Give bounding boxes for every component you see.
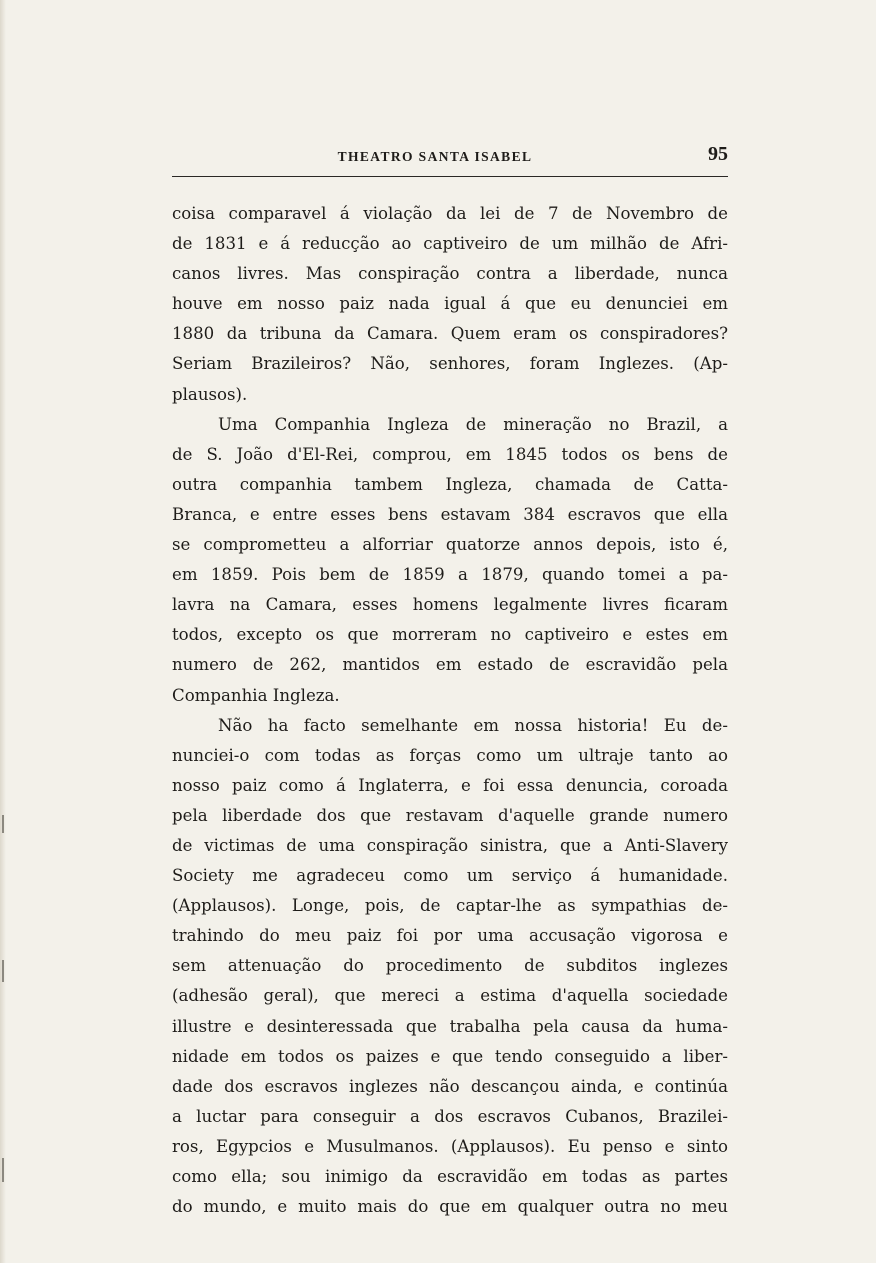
text-line: (Applausos). Longe, pois, de captar-lhe as sympathias de-	[172, 896, 728, 916]
text-line: illustre e desinteressada que trabalha pela causa da huma-	[172, 1016, 728, 1036]
text-line: se compromettеu a alforriar quatorze annos depois, isto é,	[172, 535, 728, 555]
page-edge	[0, 0, 6, 1263]
text-line: Uma Companhia Ingleza de mineração no Brazil, a	[218, 414, 728, 434]
text-line: 1880 da tribuna da Camara. Quem eram os conspiradores?	[172, 324, 728, 344]
header-rule	[172, 176, 728, 177]
text-line: dade dos escravos inglezes não descançou ainda, e continúa	[172, 1076, 728, 1096]
text-line: Companhia Ingleza.	[172, 685, 340, 705]
text-line: Branca, e entre esses bens estavam 384 escravos que ella	[172, 504, 728, 524]
text-line: ros, Egypcios e Musulmanos. (Applausos). Eu penso e sinto	[172, 1136, 728, 1156]
text-line: plausos).	[172, 384, 248, 404]
text-line: de S. João d'El-Rei, comprou, em 1845 todos os bens de	[172, 444, 728, 464]
text-line: (adhesão geral), que mereci a estima d'aquella sociedade	[172, 986, 728, 1006]
text-line: Society me agradeceu como um serviço á humanidade.	[172, 866, 728, 886]
text-line: lavra na Camara, esses homens legalmente livres ficaram	[172, 595, 728, 615]
text-line: todos, excepto os que morreram no captiveiro e estes em	[172, 625, 728, 645]
text-line: de 1831 e á reducção ao captiveiro de um milhão de Afri-	[172, 234, 728, 254]
text-line: pela liberdade dos que restavam d'aquelle grande numero	[172, 805, 728, 825]
text-line: nidade em todos os paizes e que tendo conseguido a liber-	[172, 1046, 728, 1066]
text-line: Não ha facto semelhante em nossa historia! Eu de-	[218, 715, 728, 735]
text-line: Seriam Brazileiros? Não, senhores, foram Inglezes. (Ap-	[172, 354, 728, 374]
text-line: nosso paiz como á Inglaterra, e foi essa denuncia, coroada	[172, 775, 728, 795]
text-line: trahindo do meu paiz foi por uma accusação vigorosa e	[172, 926, 728, 946]
text-line: canos livres. Mas conspiração contra a liberdade, nunca	[172, 264, 728, 284]
text-line: sem attenuação do procedimento de subditos inglezes	[172, 956, 728, 976]
margin-mark	[2, 1158, 4, 1182]
margin-mark	[2, 815, 4, 833]
text-line: houve em nosso paiz nada igual á que eu denunciei em	[172, 294, 728, 314]
paragraph	[172, 410, 728, 711]
text-line: outra companhia tambem Ingleza, chamada de Catta-	[172, 474, 728, 494]
text-line: coisa comparavel á violação da lei de 7 de Novembro de	[172, 204, 728, 223]
paragraph	[172, 199, 728, 410]
text-line: de victimas de uma conspiração sinistra, que a Anti-Slavery	[172, 835, 728, 855]
text-line: a luctar para conseguir a dos escravos Cubanos, Brazilei-	[172, 1106, 728, 1126]
margin-mark	[2, 960, 4, 982]
paragraph	[172, 711, 728, 1223]
text-line: como ella; sou inimigo da escravidão em todas as partes	[172, 1167, 728, 1186]
text-line: em 1859. Pois bem de 1859 a 1879, quando tomei a pa-	[172, 565, 728, 585]
body-text	[172, 199, 728, 1222]
text-line: nunciei-o com todas as forças como um ultraje tanto ao	[172, 745, 728, 765]
running-title: THEATRO SANTA ISABEL	[337, 149, 533, 164]
text-line: numero de 262, mantidos em estado de escravidão pela	[172, 655, 728, 675]
text-line: do mundo, e muito mais do que em qualquer outra no meu	[172, 1197, 728, 1217]
page-number: 95	[708, 143, 728, 165]
running-head	[172, 143, 728, 173]
